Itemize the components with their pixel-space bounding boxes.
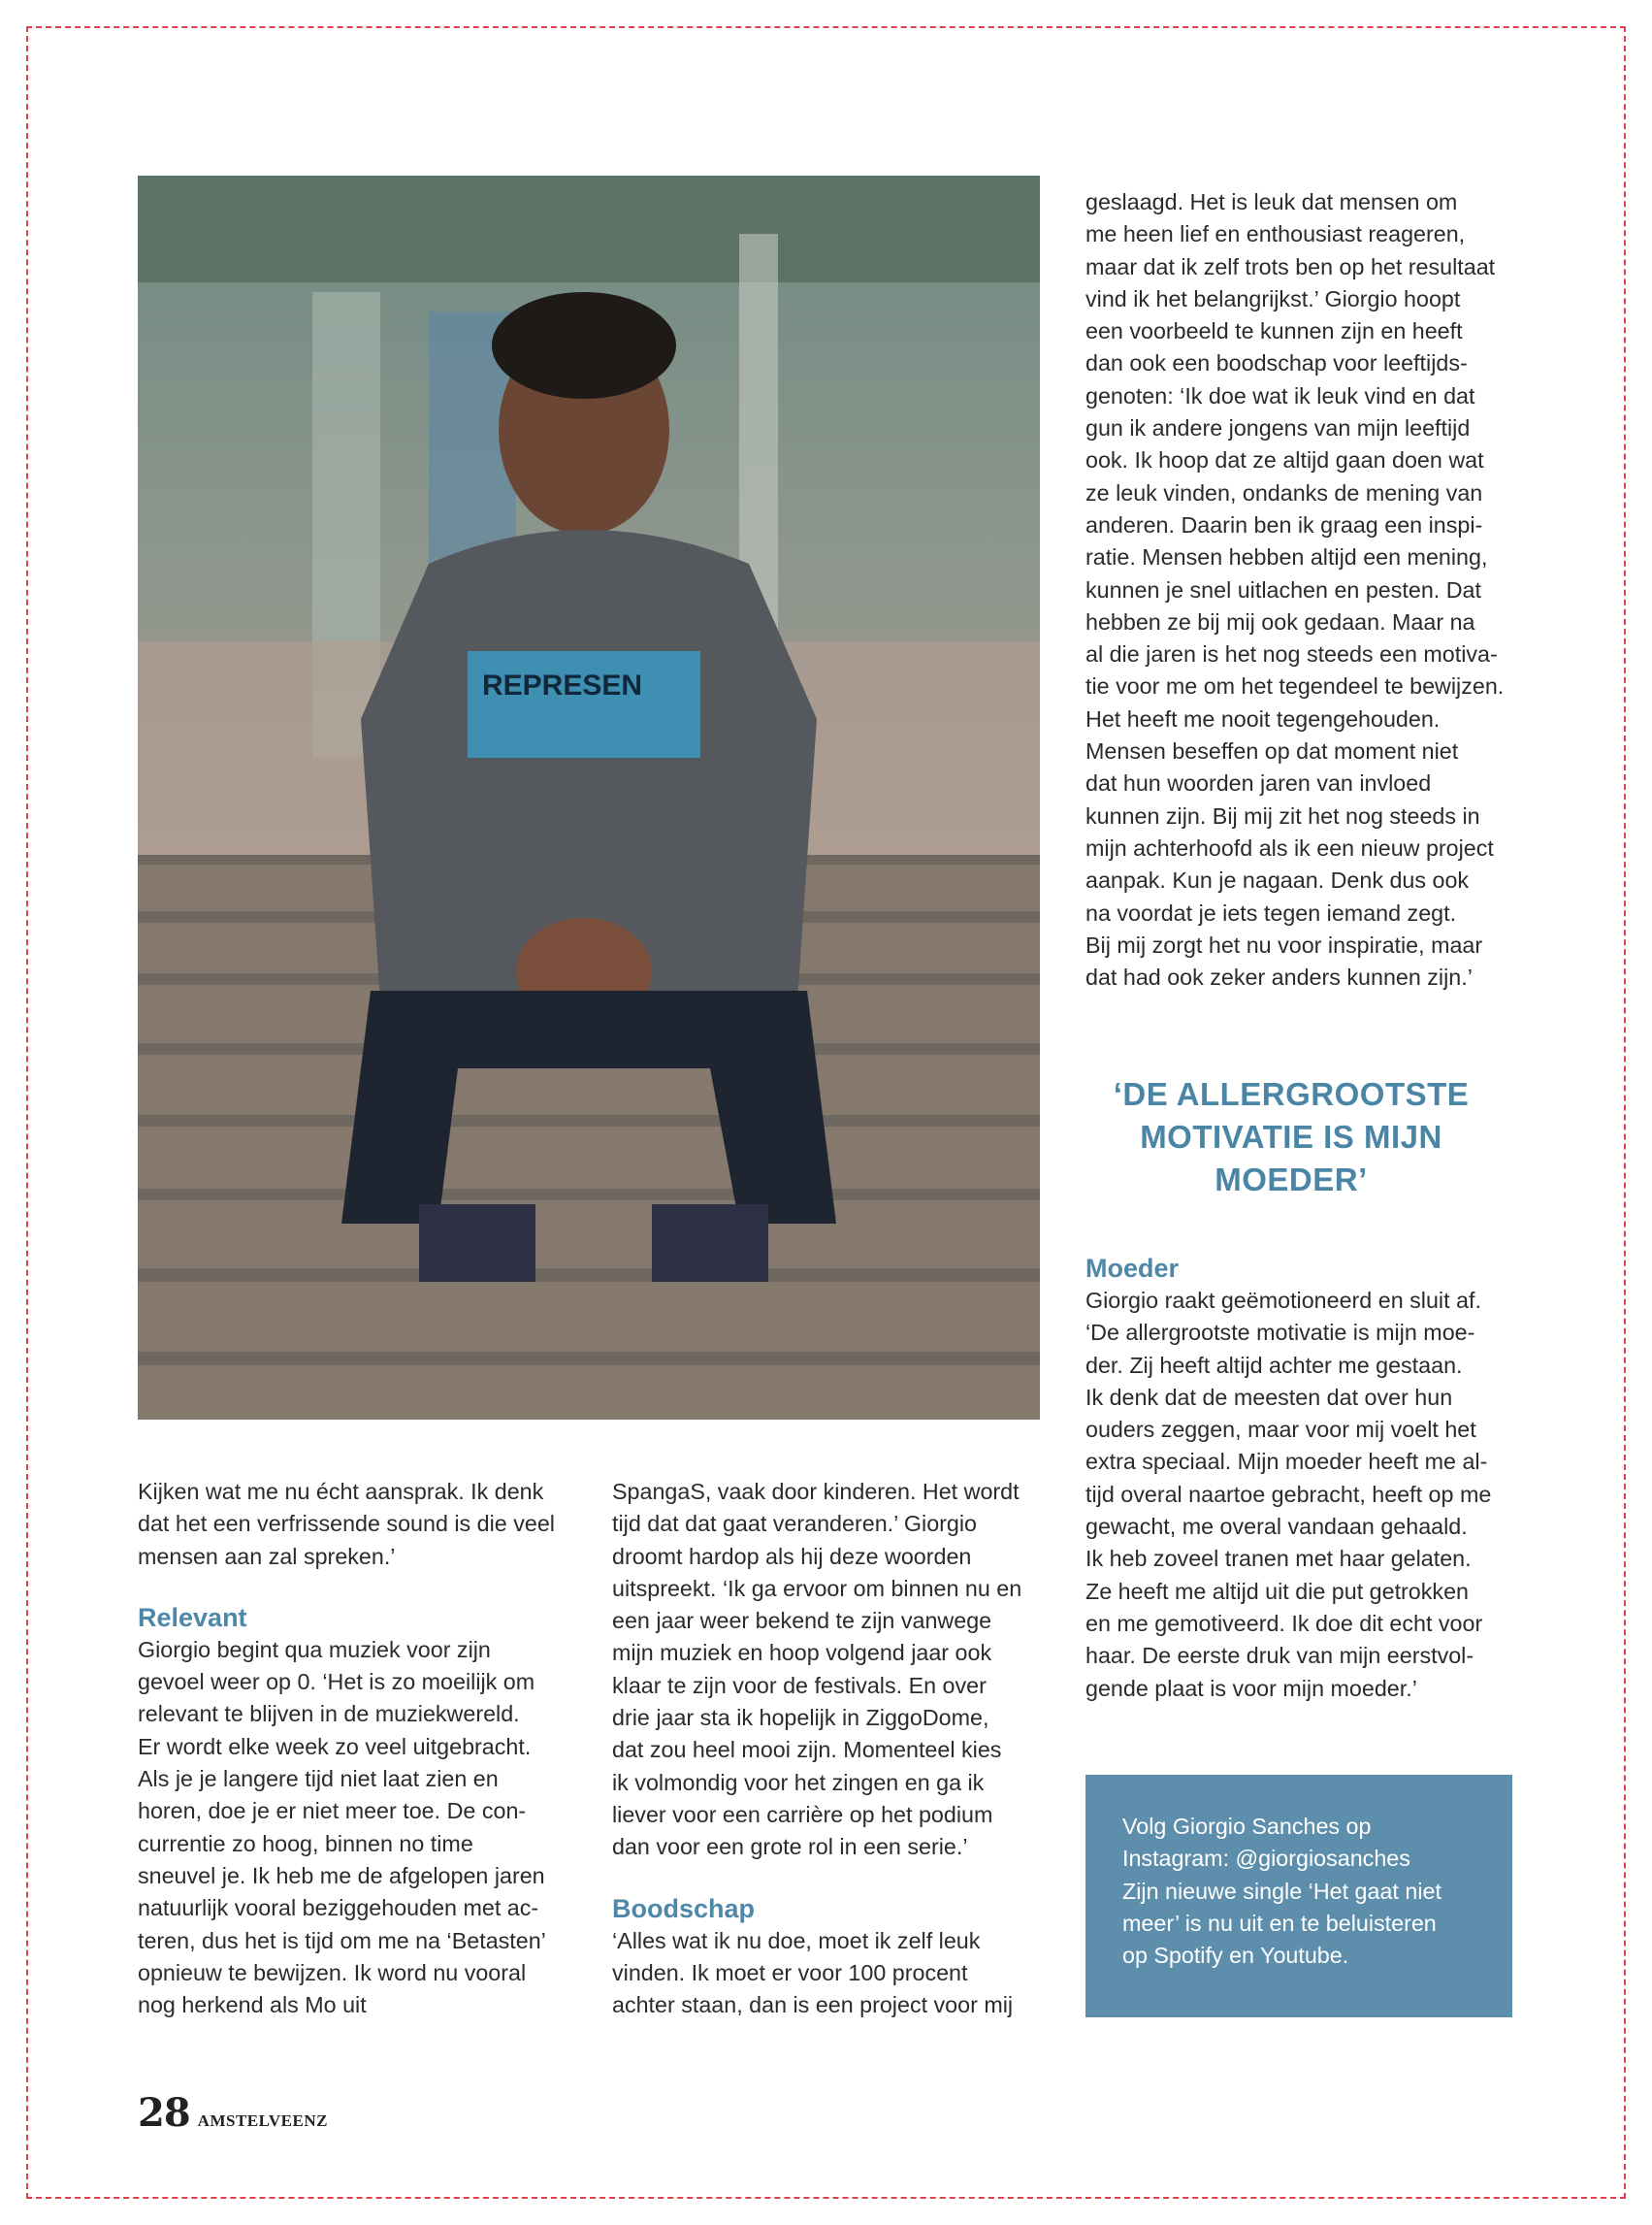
- text-line: relevant te blijven in de muziekwereld.: [138, 1701, 520, 1727]
- text-line: sneuvel je. Ik heb me de afgelopen jaren: [138, 1862, 545, 1888]
- text-line: ‘De allergrootste motivatie is mijn moe-: [1085, 1320, 1475, 1346]
- info-line: meer’ is nu uit en te beluisteren: [1122, 1910, 1437, 1936]
- text-line: dat zou heel mooi zijn. Momenteel kies: [612, 1737, 1002, 1763]
- text-line: vind ik het belangrijkst.’ Giorgio hoopt: [1085, 285, 1461, 311]
- text-line: en me gemotiveerd. Ik doe dit echt voor: [1085, 1610, 1483, 1636]
- text-line: me heen lief en enthousiast reageren,: [1085, 221, 1466, 247]
- text-line: ouders zeggen, maar voor mij voelt het: [1085, 1417, 1476, 1443]
- text-line: tijd overal naartoe gebracht, heeft op me: [1085, 1481, 1492, 1507]
- page-footer: [138, 2090, 328, 2139]
- text-line: klaar te zijn voor de festivals. En over: [612, 1672, 987, 1698]
- section-heading-relevant: Relevant: [138, 1602, 247, 1632]
- text-line: opnieuw te bewijzen. Ik word nu vooral: [138, 1959, 527, 1985]
- text-line: al die jaren is het nog steeds een motiva-: [1085, 641, 1498, 668]
- text-line: aanpak. Kun je nagaan. Denk dus ook: [1085, 867, 1470, 894]
- pull-quote-line: MOTIVATIE IS MIJN: [1140, 1119, 1442, 1155]
- text-line: Giorgio raakt geëmotioneerd en sluit af.: [1085, 1288, 1481, 1313]
- text-line: dan voor een grote rol in een serie.’: [612, 1834, 968, 1860]
- section-heading-boodschap: Boodschap: [612, 1893, 756, 1923]
- text-line: haar. De eerste druk van mijn eerstvol-: [1085, 1643, 1474, 1669]
- text-line: Het heeft me nooit tegengehouden.: [1085, 705, 1441, 732]
- text-line: mensen aan zal spreken.’: [138, 1543, 396, 1569]
- section-heading-moeder: Moeder: [1085, 1254, 1180, 1283]
- text-line: drie jaar sta ik hopelijk in ZiggoDome,: [612, 1705, 989, 1731]
- text-line: geslaagd. Het is leuk dat mensen om: [1085, 189, 1458, 214]
- text-line: achter staan, dan is een project voor mij: [612, 1992, 1014, 2018]
- text-line: natuurlijk vooral beziggehouden met ac-: [138, 1895, 539, 1921]
- text-line: ik volmondig voor het zingen en ga ik: [612, 1769, 985, 1795]
- text-line: hebben ze bij mij ook gedaan. Maar na: [1085, 608, 1475, 635]
- page-number: 28: [138, 2090, 190, 2136]
- text-line: Bij mij zorgt het nu voor inspiratie, maar: [1085, 932, 1483, 958]
- column-2: [612, 1476, 1058, 2021]
- text-line: gewacht, me overal vandaan gehaald.: [1085, 1514, 1468, 1540]
- text-line: extra speciaal. Mijn moeder heeft me al-: [1085, 1449, 1488, 1475]
- text-line: mijn achterhoofd als ik een nieuw project: [1085, 834, 1494, 861]
- info-box: [1085, 1775, 1512, 2017]
- text-line: SpangaS, vaak door kinderen. Het wordt: [612, 1479, 1020, 1504]
- text-line: Er wordt elke week zo veel uitgebracht.: [138, 1733, 532, 1759]
- text-line: een jaar weer bekend te zijn vanwege: [612, 1608, 992, 1634]
- magazine-logo: AMSTELVEENZ: [197, 2111, 328, 2130]
- text-line: nog herkend als Mo uit: [138, 1992, 367, 2018]
- text-line: Kijken wat me nu écht aansprak. Ik denk: [138, 1479, 544, 1504]
- text-line: gende plaat is voor mijn moeder.’: [1085, 1675, 1417, 1701]
- column-1: [138, 1476, 584, 2021]
- text-line: dat hun woorden jaren van invloed: [1085, 770, 1432, 797]
- info-line: Volg Giorgio Sanches op: [1122, 1814, 1372, 1839]
- hoodie-print: REPRESEN: [482, 670, 643, 702]
- portrait-photo: [138, 176, 1040, 1420]
- text-line: ‘Alles wat ik nu doe, moet ik zelf leuk: [612, 1927, 981, 1953]
- text-line: Ik heb zoveel tranen met haar gelaten.: [1085, 1546, 1472, 1572]
- pull-quote-line: MOEDER’: [1215, 1162, 1368, 1197]
- text-line: horen, doe je er niet meer toe. De con-: [138, 1798, 527, 1824]
- text-line: na voordat je iets tegen iemand zegt.: [1085, 900, 1457, 926]
- text-line: der. Zij heeft altijd achter me gestaan.: [1085, 1352, 1463, 1378]
- text-line: ze leuk vinden, ondanks de mening van: [1085, 479, 1483, 506]
- pull-quote: [1079, 1073, 1504, 1201]
- text-line: ook. Ik hoop dat ze altijd gaan doen wat: [1085, 447, 1484, 474]
- info-line: Zijn nieuwe single ‘Het gaat niet: [1122, 1878, 1441, 1904]
- text-line: gevoel weer op 0. ‘Het is zo moeilijk om: [138, 1669, 535, 1695]
- text-line: dan ook een boodschap voor leeftijds-: [1085, 350, 1468, 376]
- text-line: kunnen je snel uitlachen en pesten. Dat: [1085, 576, 1481, 603]
- text-line: Ze heeft me altijd uit die put getrokken: [1085, 1578, 1469, 1604]
- text-line: dat had ook zeker anders kunnen zijn.’: [1085, 965, 1473, 991]
- text-line: tie voor me om het tegendeel te bewijzen.: [1085, 673, 1505, 700]
- text-line: droomt hardop als hij deze woorden: [612, 1543, 972, 1569]
- text-line: dat het een verfrissende sound is die veel: [138, 1511, 555, 1537]
- text-line: genoten: ‘Ik doe wat ik leuk vind en dat: [1085, 382, 1475, 409]
- text-line: Mensen beseffen op dat moment niet: [1085, 738, 1459, 765]
- pull-quote-line: ‘DE ALLERGROOTSTE: [1113, 1076, 1470, 1112]
- portrait-illustration: [138, 176, 1040, 1420]
- text-line: Ik denk dat de meesten dat over hun: [1085, 1384, 1453, 1410]
- text-line: kunnen zijn. Bij mij zit het nog steeds in: [1085, 802, 1480, 829]
- text-line: teren, dus het is tijd om me na ‘Betasten’: [138, 1927, 546, 1953]
- info-line: op Spotify en Youtube.: [1122, 1943, 1349, 1969]
- text-line: ratie. Mensen hebben altijd een mening,: [1085, 544, 1488, 571]
- text-line: liever voor een carrière op het podium: [612, 1801, 993, 1827]
- text-line: Giorgio begint qua muziek voor zijn: [138, 1636, 491, 1662]
- text-line: currentie zo hoog, binnen no time: [138, 1830, 473, 1856]
- text-line: mijn muziek en hoop volgend jaar ook: [612, 1640, 992, 1666]
- text-line: uitspreekt. ‘Ik ga ervoor om binnen nu en: [612, 1575, 1022, 1601]
- info-line: Instagram: @giorgiosanches: [1122, 1846, 1410, 1872]
- text-line: tijd dat dat gaat veranderen.’ Giorgio: [612, 1511, 978, 1537]
- text-line: een voorbeeld te kunnen zijn en heeft: [1085, 318, 1463, 344]
- text-line: gun ik andere jongens van mijn leeftijd: [1085, 415, 1471, 442]
- column-3-top: [1085, 186, 1541, 994]
- text-line: maar dat ik zelf trots ben op het resultaat: [1085, 253, 1496, 279]
- text-line: anderen. Daarin ben ik graag een inspi-: [1085, 511, 1483, 538]
- text-line: Als je je langere tijd niet laat zien en: [138, 1766, 499, 1792]
- column-3-bottom: [1085, 1252, 1541, 1705]
- text-line: vinden. Ik moet er voor 100 procent: [612, 1959, 968, 1985]
